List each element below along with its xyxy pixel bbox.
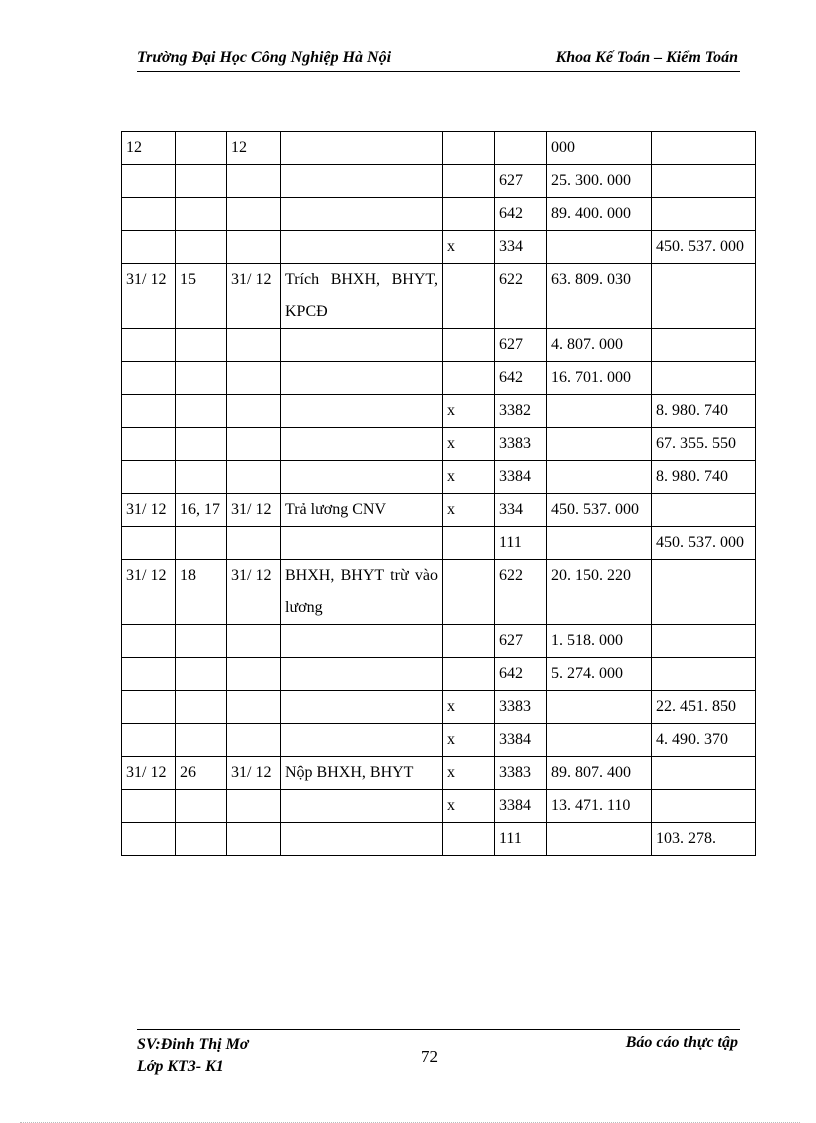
cell-mark: [443, 658, 495, 691]
cell-debit: [547, 428, 652, 461]
cell-mark: [443, 329, 495, 362]
cell-date: [122, 165, 176, 198]
cell-description: [281, 790, 443, 823]
table-row: [122, 625, 756, 658]
cell-account: [495, 132, 547, 165]
table-row: [122, 329, 756, 362]
cell-doc-date: [227, 691, 281, 724]
cell-description: BHXH, BHYT trừ vào lương: [281, 560, 443, 625]
cell-debit: 1. 518. 000: [547, 625, 652, 658]
table-row: [122, 757, 756, 790]
cell-account: 111: [495, 527, 547, 560]
table-row: [122, 428, 756, 461]
cell-account: 642: [495, 362, 547, 395]
cell-debit: 000: [547, 132, 652, 165]
cell-debit: 63. 809. 030: [547, 264, 652, 329]
cell-mark: x: [443, 395, 495, 428]
cell-doc-number: [176, 790, 227, 823]
footer-divider: [137, 1029, 740, 1030]
cell-debit: 13. 471. 110: [547, 790, 652, 823]
table-row: [122, 461, 756, 494]
ledger-table: [121, 131, 756, 856]
cell-doc-date: [227, 428, 281, 461]
cell-date: [122, 395, 176, 428]
cell-description: [281, 132, 443, 165]
cell-doc-number: [176, 428, 227, 461]
cell-mark: [443, 264, 495, 329]
cell-debit: 5. 274. 000: [547, 658, 652, 691]
cell-credit: [652, 658, 756, 691]
cell-doc-number: [176, 165, 227, 198]
cell-doc-number: [176, 198, 227, 231]
cell-debit: 89. 807. 400: [547, 757, 652, 790]
cell-description: [281, 198, 443, 231]
cell-debit: 16. 701. 000: [547, 362, 652, 395]
cell-account: 622: [495, 560, 547, 625]
cell-mark: [443, 362, 495, 395]
cell-account: 3384: [495, 461, 547, 494]
cell-account: 627: [495, 165, 547, 198]
cell-description: [281, 658, 443, 691]
table-row: [122, 724, 756, 757]
cell-doc-number: [176, 395, 227, 428]
cell-credit: 4. 490. 370: [652, 724, 756, 757]
cell-account: 334: [495, 231, 547, 264]
cell-date: [122, 428, 176, 461]
cell-doc-date: 31/ 12: [227, 494, 281, 527]
cell-description: [281, 823, 443, 856]
cell-description: [281, 527, 443, 560]
cell-description: [281, 165, 443, 198]
cell-credit: [652, 790, 756, 823]
cell-account: 3383: [495, 691, 547, 724]
cell-credit: [652, 165, 756, 198]
cell-credit: 8. 980. 740: [652, 461, 756, 494]
cell-debit: [547, 527, 652, 560]
cell-doc-date: 31/ 12: [227, 757, 281, 790]
cell-mark: [443, 165, 495, 198]
cell-doc-number: [176, 691, 227, 724]
cell-doc-date: [227, 790, 281, 823]
cell-description: [281, 395, 443, 428]
cell-doc-number: [176, 329, 227, 362]
cell-description: [281, 724, 443, 757]
table-row: [122, 264, 756, 329]
cell-doc-number: 26: [176, 757, 227, 790]
cell-debit: [547, 823, 652, 856]
cell-description: Nộp BHXH, BHYT: [281, 757, 443, 790]
cell-date: 31/ 12: [122, 560, 176, 625]
table-row: [122, 527, 756, 560]
cell-date: [122, 527, 176, 560]
cell-debit: 450. 537. 000: [547, 494, 652, 527]
cell-doc-number: [176, 724, 227, 757]
cell-account: 642: [495, 198, 547, 231]
cell-date: [122, 625, 176, 658]
cell-mark: x: [443, 790, 495, 823]
footer-class: Lớp KT3- K1: [137, 1058, 224, 1075]
cell-account: 3384: [495, 790, 547, 823]
cell-account: 642: [495, 658, 547, 691]
cell-doc-date: [227, 658, 281, 691]
cell-credit: [652, 198, 756, 231]
cell-description: [281, 329, 443, 362]
cell-mark: x: [443, 691, 495, 724]
cell-description: Trích BHXH, BHYT, KPCĐ: [281, 264, 443, 329]
cell-credit: 450. 537. 000: [652, 527, 756, 560]
cell-doc-number: 15: [176, 264, 227, 329]
cell-mark: x: [443, 428, 495, 461]
cell-mark: x: [443, 757, 495, 790]
cell-debit: 20. 150. 220: [547, 560, 652, 625]
cell-account: 3383: [495, 757, 547, 790]
cell-date: [122, 790, 176, 823]
cell-doc-date: [227, 329, 281, 362]
table-row: [122, 395, 756, 428]
table-row: [122, 362, 756, 395]
cell-credit: 450. 537. 000: [652, 231, 756, 264]
cell-date: [122, 691, 176, 724]
cell-description: [281, 231, 443, 264]
cell-doc-date: [227, 461, 281, 494]
cell-credit: [652, 264, 756, 329]
cell-mark: x: [443, 724, 495, 757]
cell-account: 111: [495, 823, 547, 856]
cell-doc-date: [227, 527, 281, 560]
cell-mark: [443, 625, 495, 658]
cell-debit: 25. 300. 000: [547, 165, 652, 198]
cell-doc-number: [176, 461, 227, 494]
cell-credit: [652, 560, 756, 625]
cell-account: 622: [495, 264, 547, 329]
cell-doc-number: 16, 17: [176, 494, 227, 527]
cell-mark: [443, 560, 495, 625]
header-faculty: Khoa Kế Toán – Kiểm Toán: [555, 49, 738, 66]
cell-doc-date: [227, 724, 281, 757]
table-row: [122, 231, 756, 264]
header-school: Trường Đại Học Công Nghiệp Hà Nội: [137, 49, 392, 66]
cell-date: [122, 329, 176, 362]
cell-date: [122, 823, 176, 856]
cell-date: 12: [122, 132, 176, 165]
cell-doc-date: [227, 198, 281, 231]
cell-description: [281, 625, 443, 658]
cell-mark: [443, 132, 495, 165]
cell-doc-date: 31/ 12: [227, 264, 281, 329]
cell-doc-number: [176, 132, 227, 165]
cell-doc-number: [176, 231, 227, 264]
cell-date: [122, 724, 176, 757]
cell-account: 627: [495, 329, 547, 362]
cell-debit: 4. 807. 000: [547, 329, 652, 362]
table-row: [122, 691, 756, 724]
table-row: [122, 790, 756, 823]
cell-date: [122, 231, 176, 264]
cell-debit: 89. 400. 000: [547, 198, 652, 231]
cell-doc-number: [176, 362, 227, 395]
cell-doc-date: [227, 231, 281, 264]
cell-debit: [547, 724, 652, 757]
cell-credit: 8. 980. 740: [652, 395, 756, 428]
cell-mark: [443, 527, 495, 560]
cell-credit: 103. 278.: [652, 823, 756, 856]
cell-doc-date: 31/ 12: [227, 560, 281, 625]
cell-account: 3383: [495, 428, 547, 461]
cell-mark: x: [443, 494, 495, 527]
table-row: [122, 494, 756, 527]
cell-doc-date: [227, 625, 281, 658]
footer-report-title: Báo cáo thực tập: [625, 1034, 738, 1051]
cell-date: [122, 198, 176, 231]
cell-debit: [547, 231, 652, 264]
cell-date: [122, 658, 176, 691]
cell-doc-date: [227, 823, 281, 856]
cell-date: [122, 362, 176, 395]
ledger-body: [122, 132, 756, 856]
cell-doc-number: 18: [176, 560, 227, 625]
cell-doc-date: [227, 165, 281, 198]
cell-doc-number: [176, 823, 227, 856]
cell-credit: [652, 362, 756, 395]
cell-description: [281, 362, 443, 395]
cell-credit: [652, 132, 756, 165]
table-row: [122, 198, 756, 231]
cell-date: 31/ 12: [122, 264, 176, 329]
cell-doc-number: [176, 658, 227, 691]
cell-doc-number: [176, 527, 227, 560]
cell-debit: [547, 395, 652, 428]
table-row: [122, 658, 756, 691]
cell-credit: 22. 451. 850: [652, 691, 756, 724]
table-row: [122, 132, 756, 165]
cell-doc-date: [227, 395, 281, 428]
cell-credit: [652, 625, 756, 658]
cell-credit: 67. 355. 550: [652, 428, 756, 461]
cell-doc-date: 12: [227, 132, 281, 165]
table-row: [122, 560, 756, 625]
table-row: [122, 823, 756, 856]
cell-account: 334: [495, 494, 547, 527]
cell-mark: [443, 198, 495, 231]
cell-description: [281, 461, 443, 494]
cell-description: Trả lương CNV: [281, 494, 443, 527]
cell-date: 31/ 12: [122, 494, 176, 527]
cell-credit: [652, 757, 756, 790]
cell-credit: [652, 329, 756, 362]
cell-mark: x: [443, 461, 495, 494]
cell-date: [122, 461, 176, 494]
cell-description: [281, 428, 443, 461]
cell-mark: x: [443, 231, 495, 264]
cell-account: 627: [495, 625, 547, 658]
footer-author: [137, 1034, 248, 1078]
cell-description: [281, 691, 443, 724]
table-row: [122, 165, 756, 198]
cell-account: 3382: [495, 395, 547, 428]
footer-student: SV:Đinh Thị Mơ: [137, 1036, 249, 1053]
cell-account: 3384: [495, 724, 547, 757]
cell-mark: [443, 823, 495, 856]
cell-date: 31/ 12: [122, 757, 176, 790]
cell-doc-number: [176, 625, 227, 658]
page-number: 72: [421, 1047, 438, 1066]
cell-credit: [652, 494, 756, 527]
cell-debit: [547, 461, 652, 494]
page-header: [137, 49, 740, 72]
cell-debit: [547, 691, 652, 724]
cell-doc-date: [227, 362, 281, 395]
